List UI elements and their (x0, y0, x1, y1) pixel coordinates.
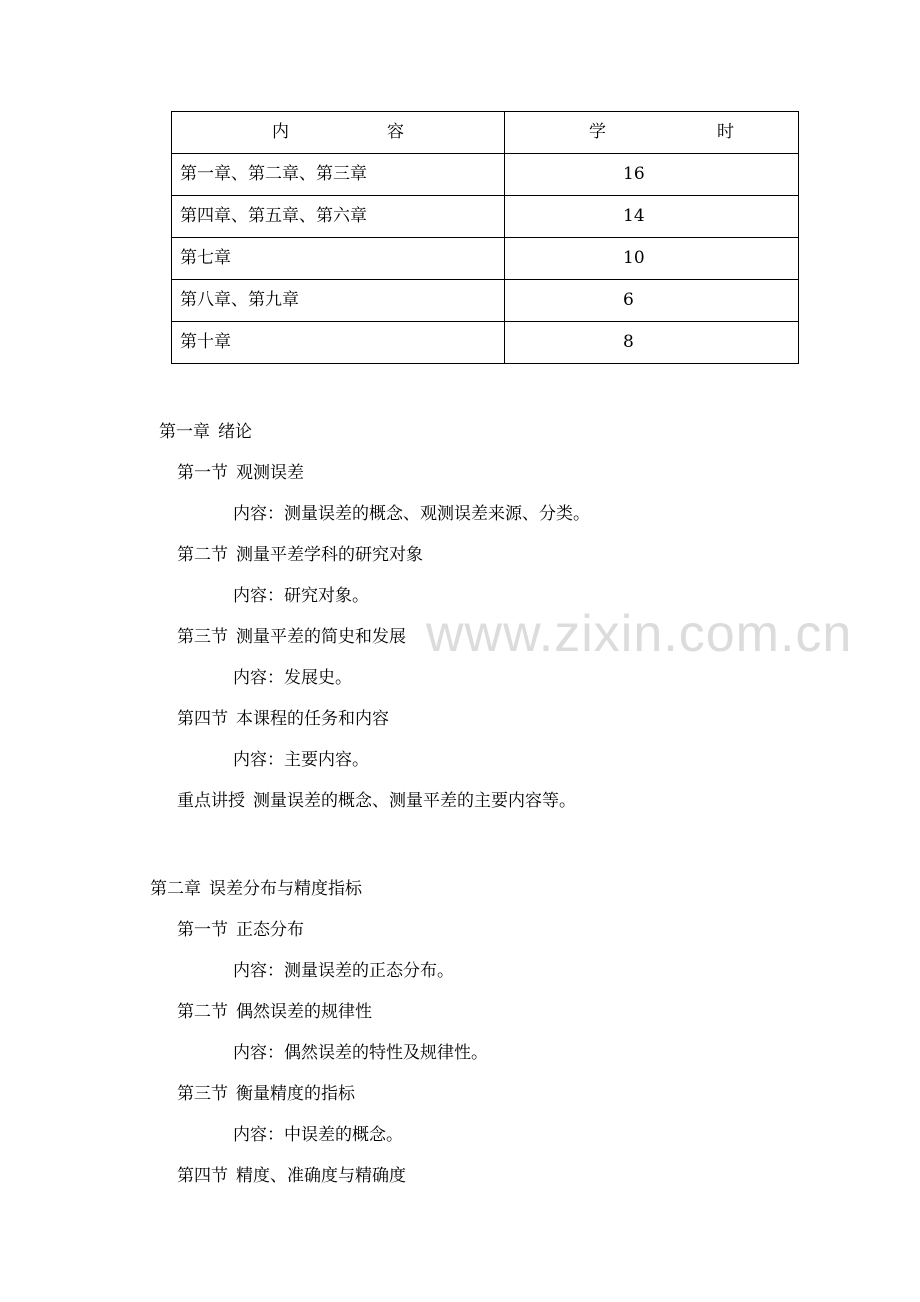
chapter-number: 第二章 (150, 879, 201, 899)
key-points (177, 789, 576, 813)
table-row (172, 280, 799, 322)
header-content-right: 容 (387, 122, 404, 142)
table-cell-content: 第七章 (172, 238, 505, 280)
table-cell-content: 第八章、第九章 (172, 280, 505, 322)
chapter-title: 绪论 (218, 422, 252, 442)
table-cell-hours: 8 (505, 322, 799, 364)
table-cell-hours: 14 (505, 196, 799, 238)
section-title: 衡量精度的指标 (236, 1084, 355, 1104)
chapter-2-heading (150, 877, 362, 901)
watermark: www.zixin.com.cn (426, 605, 853, 663)
section-heading (177, 543, 423, 567)
section-number: 第二节 (177, 545, 228, 565)
section-content: 内容：测量误差的正态分布。 (233, 961, 454, 981)
section-title: 测量平差学科的研究对象 (236, 545, 423, 565)
section-heading (177, 918, 304, 942)
table-row (172, 196, 799, 238)
section-content: 内容：发展史。 (233, 668, 352, 688)
table-row (172, 154, 799, 196)
section-content: 内容：偶然误差的特性及规律性。 (233, 1043, 488, 1063)
table-cell-hours: 6 (505, 280, 799, 322)
section-content: 内容：研究对象。 (233, 586, 369, 606)
section-number: 第四节 (177, 709, 228, 729)
table-cell-hours: 10 (505, 238, 799, 280)
section-title: 观测误差 (236, 463, 304, 483)
table-cell-content: 第四章、第五章、第六章 (172, 196, 505, 238)
section-heading (177, 1164, 406, 1188)
section-title: 偶然误差的规律性 (236, 1002, 372, 1022)
table-cell-content: 第十章 (172, 322, 505, 364)
header-hours-left: 学 (589, 122, 606, 142)
table-cell-hours: 16 (505, 154, 799, 196)
header-hours-right: 时 (717, 122, 734, 142)
table-row (172, 322, 799, 364)
header-hours-cell (505, 112, 799, 154)
key-points-label: 重点讲授 (177, 791, 245, 811)
section-number: 第三节 (177, 627, 228, 647)
section-number: 第一节 (177, 463, 228, 483)
section-heading (177, 461, 304, 485)
header-content-left: 内 (272, 122, 289, 142)
table-header-row (172, 112, 799, 154)
section-number: 第一节 (177, 920, 228, 940)
section-number: 第四节 (177, 1166, 228, 1186)
table-cell-content: 第一章、第二章、第三章 (172, 154, 505, 196)
table-row (172, 238, 799, 280)
section-content: 内容：测量误差的概念、观测误差来源、分类。 (233, 504, 590, 524)
section-title: 正态分布 (236, 920, 304, 940)
chapter-1-heading (159, 420, 252, 444)
section-content: 内容：中误差的概念。 (233, 1125, 403, 1145)
section-title: 测量平差的简史和发展 (236, 627, 406, 647)
class-hours-table (171, 111, 799, 364)
chapter-number: 第一章 (159, 422, 210, 442)
section-heading (177, 625, 406, 649)
section-heading (177, 707, 389, 731)
chapter-title: 误差分布与精度指标 (209, 879, 362, 899)
section-title: 精度、准确度与精确度 (236, 1166, 406, 1186)
key-points-text: 测量误差的概念、测量平差的主要内容等。 (253, 791, 576, 811)
section-title: 本课程的任务和内容 (236, 709, 389, 729)
section-heading (177, 1082, 355, 1106)
header-content-cell (172, 112, 505, 154)
section-number: 第三节 (177, 1084, 228, 1104)
section-content: 内容：主要内容。 (233, 750, 369, 770)
section-heading (177, 1000, 372, 1024)
section-number: 第二节 (177, 1002, 228, 1022)
